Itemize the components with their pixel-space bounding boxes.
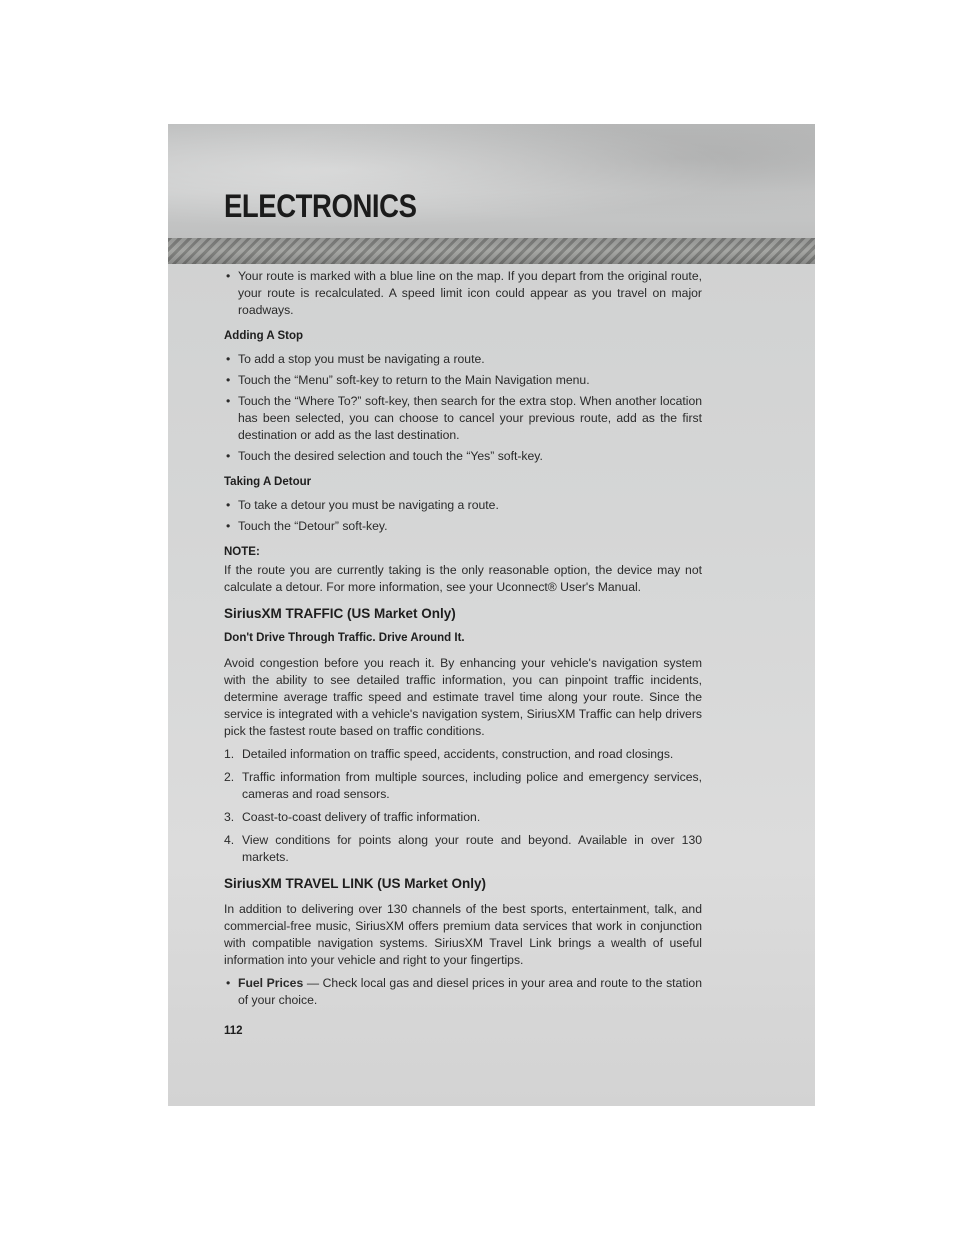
list-number: 4.	[224, 833, 235, 847]
section-header	[168, 124, 815, 238]
bullet-glyph: •	[226, 269, 231, 283]
travel-link-heading: SiriusXM TRAVEL LINK (US Market Only)	[224, 876, 487, 891]
page-content	[224, 268, 702, 1040]
traffic-subheading: Don't Drive Through Traffic. Drive Around It.	[224, 632, 465, 644]
list-number: 2.	[224, 770, 235, 784]
list-item	[224, 497, 702, 514]
taking-detour-item: Touch the “Detour” soft-key.	[238, 519, 388, 533]
manual-page	[168, 124, 815, 1106]
adding-stop-item: Touch the “Menu” soft-key to return to the Main Navigation menu.	[238, 373, 590, 387]
bullet-glyph: •	[226, 352, 231, 366]
fuel-prices-label: Fuel Prices	[238, 976, 304, 990]
list-item	[224, 393, 702, 444]
intro-bullet-text: Your route is marked with a blue line on the map. If you depart from the original route, your route is recalculated. A speed limit icon could appear as you travel on major roadways.	[238, 269, 702, 317]
bullet-glyph: •	[226, 394, 231, 408]
bullet-glyph: •	[226, 519, 231, 533]
bullet-glyph: •	[226, 976, 231, 990]
bullet-glyph: •	[226, 373, 231, 387]
list-item	[224, 372, 702, 389]
list-number: 3.	[224, 810, 235, 824]
adding-stop-item: To add a stop you must be navigating a route.	[238, 352, 485, 366]
list-item	[224, 746, 702, 763]
list-item	[224, 448, 702, 465]
taking-detour-heading: Taking A Detour	[224, 476, 312, 488]
header-stripe	[168, 238, 815, 264]
list-item	[224, 351, 702, 368]
travel-link-paragraph: In addition to delivering over 130 channels of the best sports, entertainment, talk, and commercial-free music, SiriusXM offers premium data services that work in conjunction with compatible navigation systems. SiriusXM Travel Link brings a wealth of useful information into your vehicle and right to your fingertips.	[224, 902, 702, 967]
bullet-glyph: •	[226, 449, 231, 463]
fuel-prices-text: — Check local gas and diesel prices in your area and route to the station of your choice.	[238, 976, 702, 1007]
list-item	[224, 518, 702, 535]
note-text: If the route you are currently taking is the only reasonable option, the device may not calculate a detour. For more information, see your Uconnect® User's Manual.	[224, 563, 702, 594]
section-title: ELECTRONICS	[224, 188, 417, 224]
traffic-item: Detailed information on traffic speed, accidents, construction, and road closings.	[242, 747, 674, 761]
traffic-item: Coast-to-coast delivery of traffic information.	[242, 810, 481, 824]
list-item	[224, 769, 702, 803]
list-number: 1.	[224, 747, 235, 761]
list-item	[224, 268, 702, 319]
traffic-heading: SiriusXM TRAFFIC (US Market Only)	[224, 606, 456, 621]
list-item	[224, 832, 702, 866]
list-item	[224, 975, 702, 1009]
traffic-item: Traffic information from multiple sources, including police and emergency services, cameras and road sensors.	[242, 770, 702, 801]
bullet-glyph: •	[226, 498, 231, 512]
taking-detour-item: To take a detour you must be navigating a route.	[238, 498, 499, 512]
traffic-paragraph: Avoid congestion before you reach it. By enhancing your vehicle's navigation system with the ability to see detailed traffic information, you can pinpoint traffic incidents, determine average traffic speed and estimate travel time along your route. Since the service is integrated with a vehicle's navigation system, SiriusXM Traffic can help drivers pick the fastest route based on traffic conditions.	[224, 656, 702, 738]
adding-stop-heading: Adding A Stop	[224, 330, 303, 342]
adding-stop-item: Touch the desired selection and touch the “Yes” soft-key.	[238, 449, 543, 463]
adding-stop-item: Touch the “Where To?” soft-key, then search for the extra stop. When another location has been selected, you can choose to cancel your previous route, add as the first destination or add as the last destination.	[238, 394, 702, 442]
page-number: 112	[224, 1025, 243, 1037]
note-label: NOTE:	[224, 546, 260, 558]
traffic-item: View conditions for points along your route and beyond. Available in over 130 markets.	[242, 833, 702, 864]
list-item	[224, 809, 702, 826]
